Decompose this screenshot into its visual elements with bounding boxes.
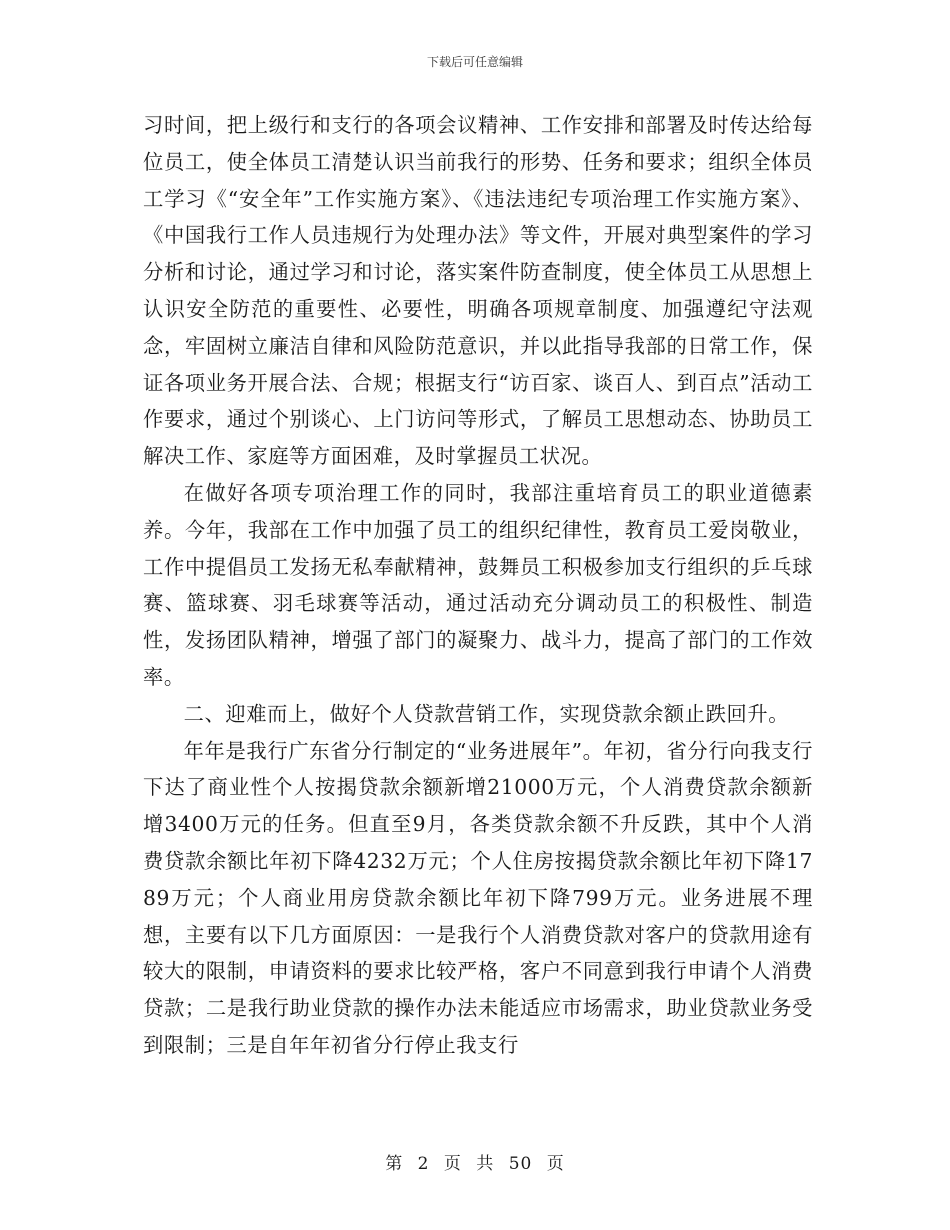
total-word: 共 <box>476 1154 495 1174</box>
page-header-note: 下载后可任意编辑 <box>426 55 523 69</box>
page-suffix: 页 <box>546 1154 565 1174</box>
paragraph-2: 在做好各项专项治理工作的同时，我部注重培育员工的职业道德素养。今年，我部在工作中加强了员工的组织纪律性，教育员工爱岗敬业，工作中提倡员工发扬无私奉献精神，鼓舞员工积极参加支行组织的乒乓球赛、篮球赛、羽毛球赛等活动，通过活动充分调动员工的积极性、制造性，发扬团队精神，增强了部门的凝聚力、战斗力，提高了部门的工作效率。 <box>143 480 813 689</box>
page-prefix: 第 <box>385 1154 404 1174</box>
section-heading-2: 二、迎难而上，做好个人贷款营销工作，实现贷款余额止跌回升。 <box>183 701 790 726</box>
page-current-number: 2 <box>417 1154 430 1174</box>
document-body <box>143 107 813 1064</box>
paragraph-3: 年年是我行广东省分行制定的“业务进展年”。年初，省分行向我支行下达了商业性个人按揭贷款余额新增21000万元，个人消费贷款余额新增3400万元的任务。但直至9月，各类贷款余额不升反跌，其中个人消费贷款余额比年初下降4232万元；个人住房按揭贷款余额比年初下降1789万元；个人商业用房贷款余额比年初下降799万元。业务进展不理想，主要有以下几方面原因：一是我行个人消费贷款对客户的贷款用途有较大的限制，申请资料的要求比较严格，客户不同意到我行申请个人消费贷款；二是我行助业贷款的操作办法未能适应市场需求，助业贷款业务受到限制；三是自年年初省分行停止我支行 <box>143 738 813 1057</box>
page-total-number: 50 <box>508 1154 533 1174</box>
paragraph-1: 习时间，把上级行和支行的各项会议精神、工作安排和部署及时传达给每位员工，使全体员工清楚认识当前我行的形势、任务和要求；组织全体员工学习《“安全年”工作实施方案》、《违法违纪专项治理工作实施方案》、《中国我行工作人员违规行为处理办法》等文件，开展对典型案件的学习分析和讨论，通过学习和讨论，落实案件防查制度，使全体员工从思想上认识安全防范的重要性、必要性，明确各项规章制度、加强遵纪守法观念，牢固树立廉洁自律和风险防范意识，并以此指导我部的日常工作，保证各项业务开展合法、合规；根据支行“访百家、谈百人、到百点”活动工作要求，通过个别谈心、上门访问等形式，了解员工思想动态、协助员工解决工作、家庭等方面困难，及时掌握员工状况。 <box>143 113 813 469</box>
page-word: 页 <box>443 1154 462 1174</box>
page-footer <box>0 1149 950 1174</box>
